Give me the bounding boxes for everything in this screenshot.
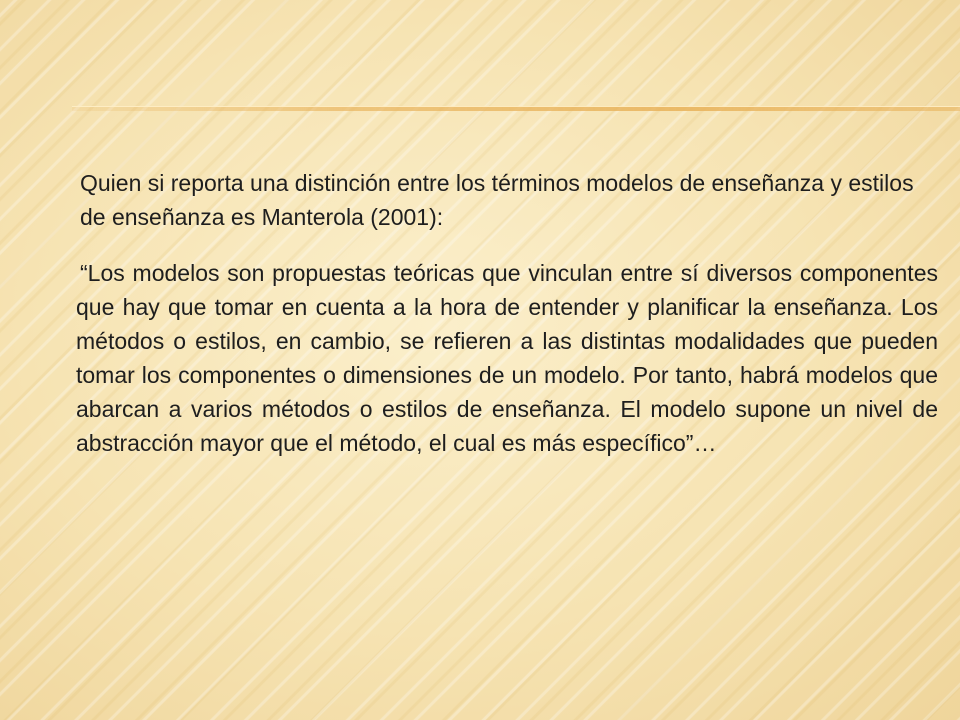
quote-paragraph: “Los modelos son propuestas teóricas que vinculan entre sí diversos componentes que hay que tomar en cuenta a la hora de entender y planificar la enseñanza. Los métodos o estilos, en cambio, se refieren a las distintas modalidades que pueden tomar los componentes o dimensiones de un modelo. Por tanto, habrá modelos que abarcan a varios métodos o estilos de enseñanza. El modelo supone un nivel de abstracción mayor que el método, el cual es más específico”… <box>76 260 938 456</box>
title-divider-line <box>72 106 960 111</box>
intro-paragraph: Quien si reporta una distinción entre los términos modelos de enseñanza y estilos de enseñanza es Manterola (2001): <box>80 170 914 230</box>
slide-body <box>76 166 938 460</box>
